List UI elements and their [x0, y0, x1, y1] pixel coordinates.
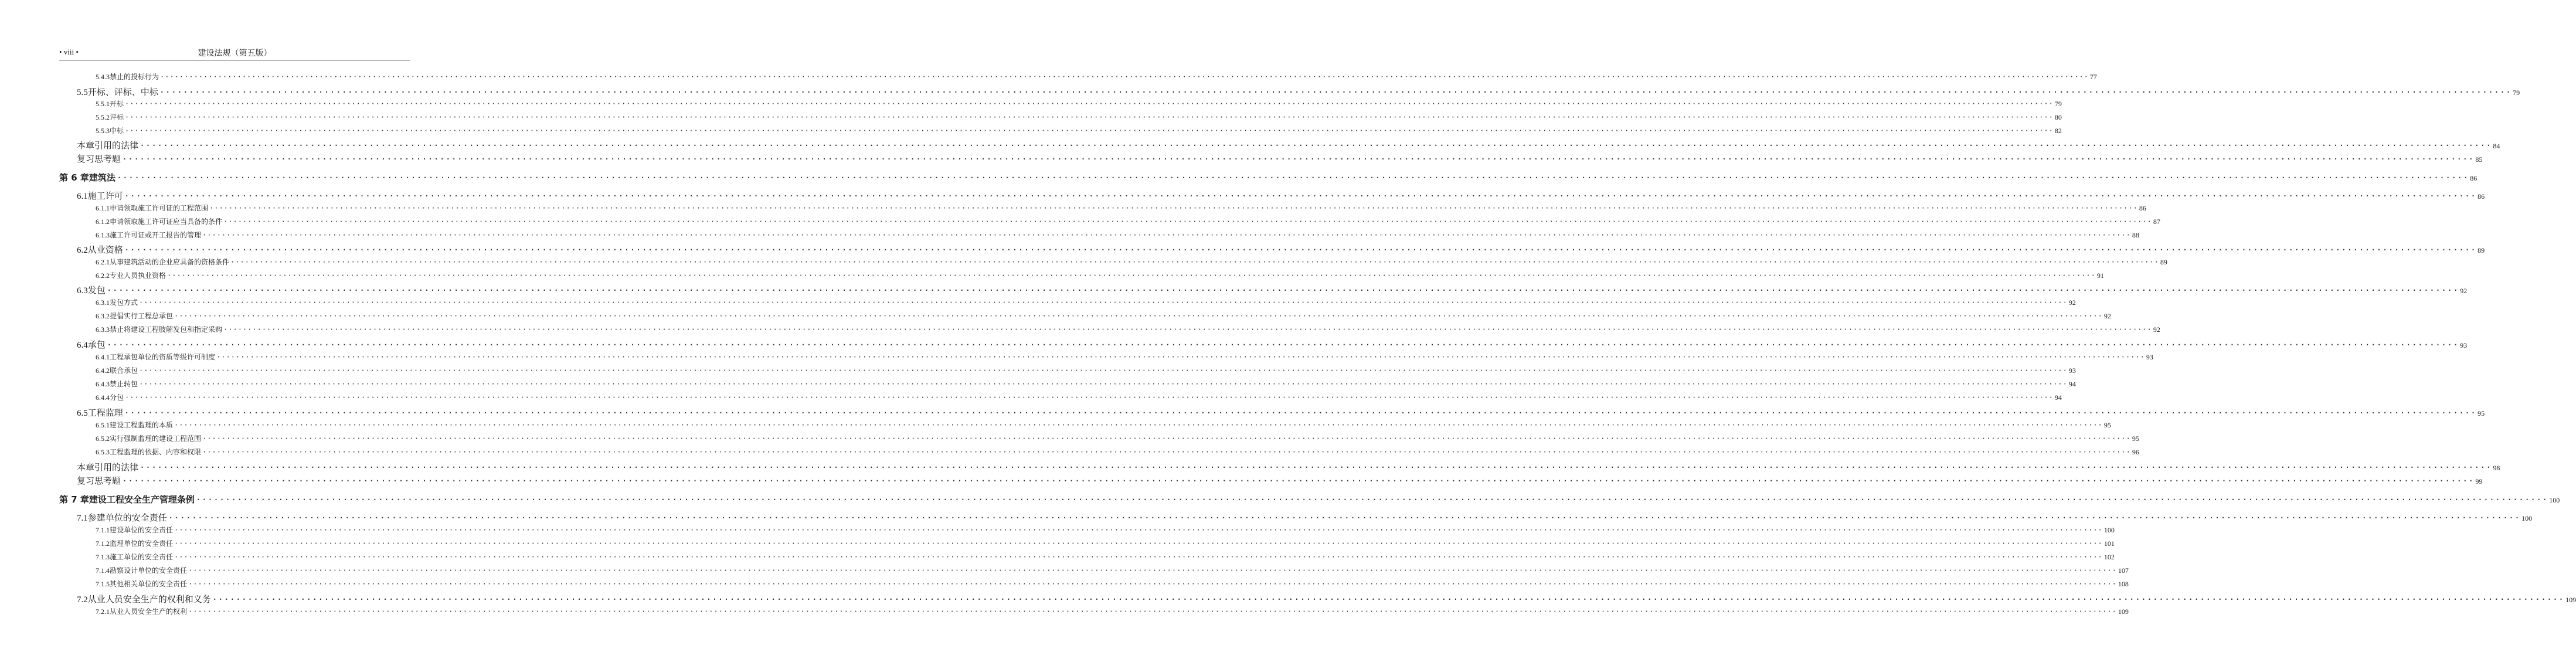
toc-title: 分包: [110, 393, 124, 402]
toc-page-number: 84: [2493, 142, 2500, 150]
toc-page-number: 86: [2470, 174, 2478, 182]
toc-page-number: 88: [2132, 231, 2139, 239]
toc-page-number: 109: [2118, 607, 2129, 616]
toc-title: 实行强制监理的建设工程范围: [110, 434, 202, 443]
dot-leader: ················································································································································································································································································································································································································: [124, 408, 2477, 418]
toc-number: 6.4.4: [96, 393, 110, 402]
toc-title: 开标、评标、中标: [87, 87, 158, 97]
toc-title: 工程监理: [87, 408, 123, 418]
dot-leader: ················································································································································································································································································································································································································: [159, 87, 2512, 97]
toc-number: 6.3.1: [96, 298, 110, 307]
toc-number: 7.2: [77, 595, 88, 605]
toc-title: 建设单位的安全责任: [110, 526, 174, 534]
toc-page-number: 93: [2146, 353, 2153, 361]
toc-section: [77, 139, 2500, 151]
toc-number: 7.2.1: [96, 607, 110, 616]
dot-leader: ················································································································································································································································································································································································································: [202, 434, 2131, 443]
dot-leader: ················································································································································································································································································································································································································: [122, 476, 2475, 486]
toc-number: 6.1: [77, 192, 88, 201]
toc-number: 6.4.3: [96, 380, 110, 388]
dot-leader: ················································································································································································································································································································································································································: [188, 607, 2117, 616]
toc-subsection: [96, 99, 2062, 110]
toc-title: 评标: [110, 113, 124, 121]
toc-number: 6.1.3: [96, 231, 110, 239]
toc-title: 施工许可: [87, 191, 123, 201]
toc-subsection: [96, 112, 2062, 124]
toc-number: 5.5.1: [96, 100, 110, 108]
toc-number: 5.5: [77, 88, 88, 97]
dot-leader: ················································································································································································································································································································································································································: [106, 339, 2459, 350]
toc-title: 本章引用的法律: [77, 140, 139, 151]
toc-page-number: 95: [2132, 434, 2139, 443]
toc-subsection: [96, 538, 2115, 550]
dot-leader: ················································································································································································································································································································································································································: [174, 539, 2103, 548]
dot-leader: ················································································································································································································································································································································································································: [140, 140, 2492, 151]
toc-page-number: 87: [2153, 218, 2160, 226]
toc-page-number: 85: [2475, 155, 2483, 164]
toc-subsection: [96, 270, 2104, 282]
toc-section: [77, 474, 2483, 486]
toc-title: 复习思考题: [77, 154, 121, 164]
toc-subsection: [96, 297, 2076, 309]
toc-subsection: [96, 579, 2129, 590]
toc-number: 7.1.5: [96, 580, 110, 588]
dot-leader: ················································································································································································································································································································································································································: [209, 204, 2138, 212]
dot-leader: ················································································································································································································································································································································································································: [216, 353, 2145, 361]
toc-number: 6.1.2: [96, 218, 110, 226]
toc-number: 7.1.2: [96, 539, 110, 548]
toc-chapter: [59, 493, 2560, 505]
dot-leader: ················································································································································································································································································································································································································: [168, 512, 2521, 523]
toc-number: 6.2.1: [96, 258, 110, 266]
toc-number: 7.1.3: [96, 553, 110, 561]
toc-title: 勘察设计单位的安全责任: [110, 566, 188, 575]
toc-title: 开标: [110, 100, 124, 108]
dot-leader: ················································································································································································································································································································································································································: [174, 553, 2103, 561]
dot-leader: ················································································································································································································································································································································································································: [223, 218, 2152, 226]
toc-title: 发包: [87, 285, 106, 296]
dot-leader: ················································································································································································································································································································································································································: [188, 566, 2117, 575]
toc-title: 中标: [110, 127, 124, 135]
toc-number: 7.1.4: [96, 566, 110, 575]
toc-title: 提倡实行工程总承包: [110, 312, 174, 320]
toc-number: 第 7 章: [59, 494, 89, 505]
toc-subsection: [96, 72, 2097, 83]
toc-title: 禁止将建设工程肢解发包和指定采购: [110, 325, 223, 334]
toc-page-number: 93: [2460, 341, 2468, 349]
toc-number: 5.4.3: [96, 73, 110, 81]
dot-leader: ················································································································································································································································································································································································································: [174, 421, 2103, 429]
toc-title: 专业人员执业资格: [110, 271, 166, 280]
toc-title: 工程承包单位的资质等级许可制度: [110, 353, 216, 361]
toc-title: 监理单位的安全责任: [110, 539, 174, 548]
dot-leader: ················································································································································································································································································································································································································: [188, 580, 2117, 588]
dot-leader: ················································································································································································································································································································································································································: [223, 325, 2152, 334]
toc-title: 禁止转包: [110, 380, 138, 388]
toc-page-number: 80: [2054, 113, 2062, 121]
dot-leader: ················································································································································································································································································································································································································: [174, 312, 2103, 320]
dot-leader: ················································································································································································································································································································································································································: [195, 494, 2548, 505]
toc-number: 7.1.1: [96, 526, 110, 534]
dot-leader: ················································································································································································································································································································································································································: [125, 127, 2054, 135]
toc-page-number: 94: [2068, 380, 2076, 388]
toc-subsection: [96, 216, 2160, 228]
toc-page-number: 91: [2096, 271, 2104, 280]
toc-subsection: [96, 352, 2153, 364]
toc-subsection: [96, 433, 2139, 445]
dot-leader: ················································································································································································································································································································································································································: [106, 285, 2459, 296]
toc-title: 建设工程监理的本质: [110, 421, 174, 429]
toc-page-number: 92: [2153, 325, 2160, 334]
toc-title: 复习思考题: [77, 476, 121, 486]
toc-subsection: [96, 324, 2160, 336]
toc-title: 发包方式: [110, 298, 138, 307]
toc-title: 联合承包: [110, 366, 138, 375]
toc-subsection: [96, 365, 2076, 377]
toc-title: 本章引用的法律: [77, 462, 139, 473]
toc-section: [77, 593, 2576, 605]
toc-page-number: 109: [2565, 596, 2576, 604]
toc-page-number: 99: [2475, 477, 2483, 485]
toc-title: 建设工程安全生产管理条例: [89, 494, 195, 505]
toc-chapter: [59, 171, 2478, 183]
toc-subsection: [96, 447, 2139, 459]
toc-number: 第 6 章: [59, 172, 89, 183]
toc-section: [77, 511, 2533, 523]
toc-section: [77, 284, 2468, 296]
dot-leader: ················································································································································································································································································································································································································: [122, 154, 2475, 164]
toc-title: 禁止的投标行为: [110, 73, 159, 81]
toc-subsection: [96, 606, 2129, 618]
toc-page-number: 89: [2478, 246, 2485, 254]
toc-number: 6.3.3: [96, 325, 110, 334]
toc-number: 6.4.1: [96, 353, 110, 361]
toc-subsection: [96, 257, 2167, 269]
toc-number: 6.4.2: [96, 366, 110, 375]
toc-number: 6.5.2: [96, 434, 110, 443]
toc-title: 建筑法: [89, 172, 115, 183]
toc-number: 6.5: [77, 409, 88, 418]
toc-section: [77, 406, 2485, 418]
toc-title: 承包: [87, 339, 106, 350]
toc-title: 从业人员安全生产的权利: [110, 607, 188, 616]
toc-subsection: [96, 203, 2146, 215]
toc-page-number: 86: [2139, 204, 2146, 212]
toc-page-number: 95: [2103, 421, 2111, 429]
toc-number: 6.4: [77, 341, 88, 350]
toc-subsection: [96, 420, 2111, 432]
toc-title: 施工单位的安全责任: [110, 553, 174, 561]
toc-number: 6.1.1: [96, 204, 110, 212]
toc-section: [77, 152, 2483, 164]
toc-page-number: 82: [2054, 127, 2062, 135]
toc-number: 7.1: [77, 514, 88, 523]
toc-page-number: 79: [2513, 89, 2520, 97]
dot-leader: ················································································································································································································································································································································································································: [125, 393, 2054, 402]
toc-title: 申请领取施工许可证应当具备的条件: [110, 218, 223, 226]
toc-page-number: 95: [2478, 409, 2485, 417]
dot-leader: ················································································································································································································································································································································································································: [212, 594, 2565, 605]
dot-leader: ················································································································································································································································································································································································································: [139, 366, 2068, 375]
dot-leader: ················································································································································································································································································································································································································: [174, 526, 2103, 534]
book-title: 建设法规（第五版）: [198, 49, 272, 58]
toc-subsection: [96, 552, 2115, 563]
toc-page-number: 92: [2460, 287, 2468, 295]
toc-title: 其他相关单位的安全责任: [110, 580, 188, 588]
toc-subsection: [96, 311, 2111, 322]
page-number: • viii •: [59, 47, 79, 56]
toc-section: [77, 461, 2500, 473]
toc-page-number: 93: [2068, 366, 2076, 375]
toc-page-number: 101: [2103, 539, 2115, 548]
toc-number: 6.3: [77, 286, 88, 296]
dot-leader: ················································································································································································································································································································································································································: [160, 73, 2089, 81]
toc-page-number: 96: [2132, 448, 2139, 456]
dot-leader: ················································································································································································································································································································································································································: [125, 100, 2054, 108]
toc-page-number: 98: [2493, 464, 2500, 472]
toc-title: 从事建筑活动的企业应具备的资格条件: [110, 258, 230, 266]
dot-leader: ················································································································································································································································································································································································································: [139, 380, 2068, 388]
toc-number: 6.2: [77, 246, 88, 255]
toc-page-number: 108: [2118, 580, 2129, 588]
toc-title: 参建单位的安全责任: [87, 512, 167, 523]
toc-page-number: 79: [2054, 100, 2062, 108]
dot-leader: ················································································································································································································································································································································································································: [124, 191, 2477, 201]
dot-leader: ················································································································································································································································································································································································································: [230, 258, 2159, 266]
toc-section: [77, 86, 2520, 97]
toc-section: [77, 189, 2485, 201]
toc-page-number: 77: [2089, 73, 2097, 81]
toc-page-number: 94: [2054, 393, 2062, 402]
toc-subsection: [96, 392, 2062, 404]
toc-number: 5.5.3: [96, 127, 110, 135]
toc-page-number: 92: [2068, 298, 2076, 307]
toc-number: 5.5.2: [96, 113, 110, 121]
toc-page-number: 100: [2549, 496, 2560, 504]
toc-number: 6.2.2: [96, 271, 110, 280]
toc-page-number: 92: [2103, 312, 2111, 320]
toc-page-number: 100: [2103, 526, 2115, 534]
toc-subsection: [96, 230, 2139, 242]
dot-leader: ················································································································································································································································································································································································································: [167, 271, 2096, 280]
dot-leader: ················································································································································································································································································································································································································: [125, 113, 2054, 121]
dot-leader: ················································································································································································································································································································································································································: [116, 172, 2469, 183]
toc-subsection: [96, 565, 2129, 577]
toc-title: 工程监理的依据、内容和权限: [110, 448, 202, 456]
toc-section: [77, 338, 2468, 350]
toc-number: 6.5.3: [96, 448, 110, 456]
toc-title: 申请领取施工许可证的工程范围: [110, 204, 209, 212]
dot-leader: ················································································································································································································································································································································································································: [124, 244, 2477, 255]
toc-page-number: 100: [2521, 514, 2533, 522]
dot-leader: ················································································································································································································································································································································································································: [202, 231, 2131, 239]
toc-section: [77, 243, 2485, 255]
toc-number: 6.5.1: [96, 421, 110, 429]
running-header: [59, 47, 410, 60]
toc-title: 施工许可证或开工报告的管理: [110, 231, 202, 239]
toc-subsection: [96, 379, 2076, 390]
toc-subsection: [96, 525, 2115, 536]
toc-page-number: 102: [2103, 553, 2115, 561]
toc-page-number: 107: [2118, 566, 2129, 575]
toc-title: 从业人员安全生产的权利和义务: [87, 594, 211, 605]
dot-leader: ················································································································································································································································································································································································································: [139, 298, 2068, 307]
toc-title: 从业资格: [87, 244, 123, 255]
dot-leader: ················································································································································································································································································································································································································: [140, 462, 2492, 473]
toc-number: 6.3.2: [96, 312, 110, 320]
toc-page-number: 89: [2160, 258, 2167, 266]
dot-leader: ················································································································································································································································································································································································································: [202, 448, 2131, 456]
toc-page-number: 86: [2478, 192, 2485, 201]
toc-subsection: [96, 125, 2062, 137]
